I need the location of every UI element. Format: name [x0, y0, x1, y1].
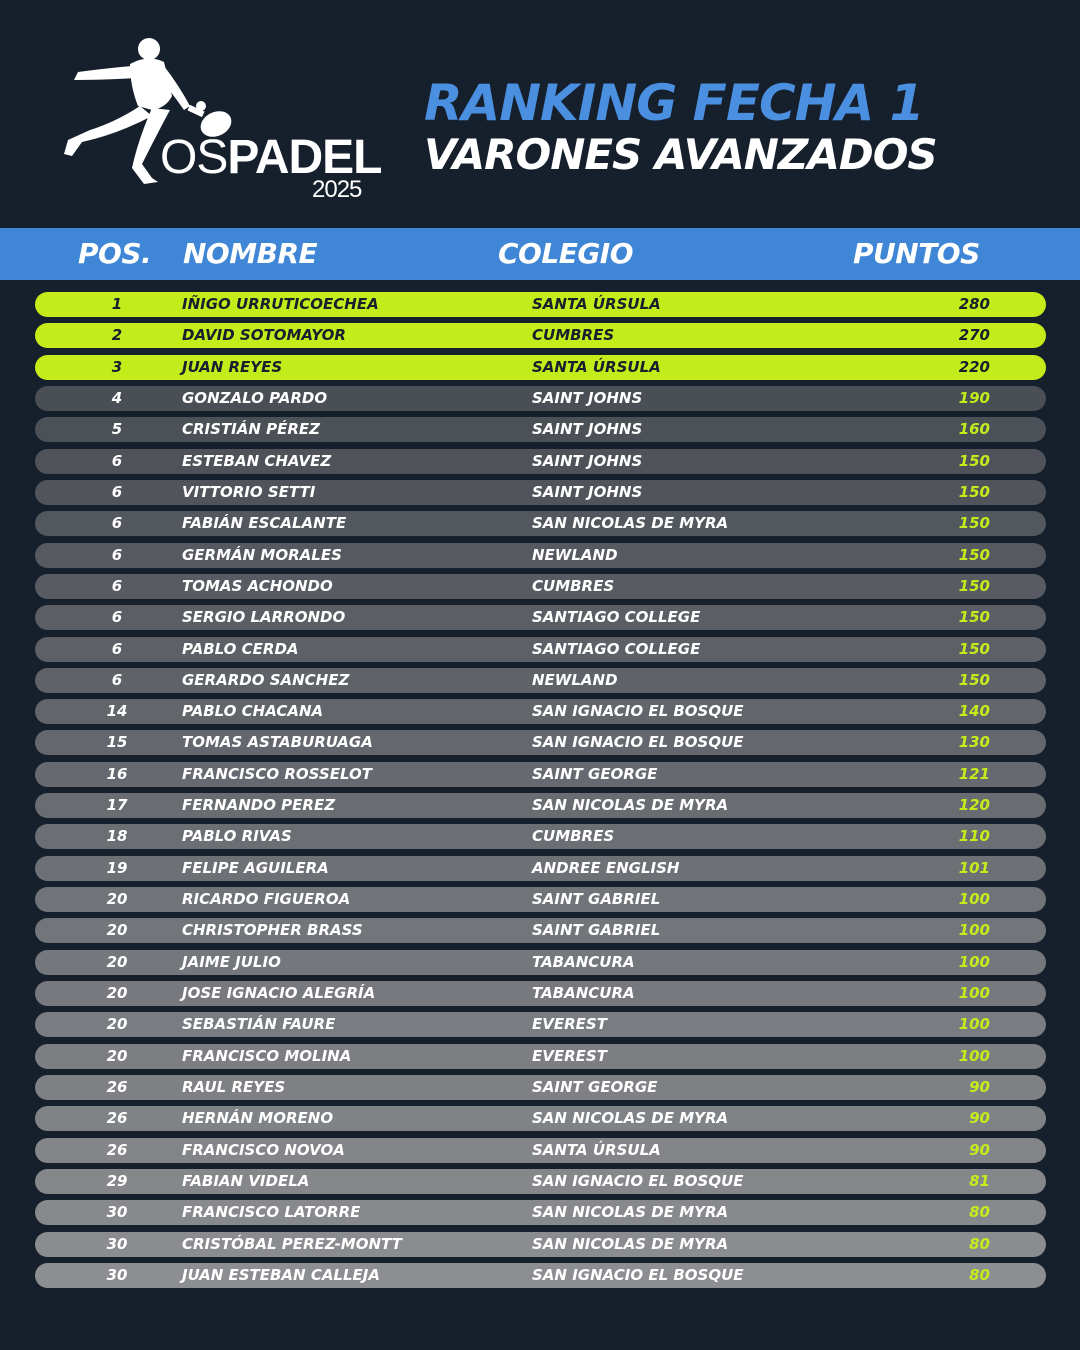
row-position: 16: [106, 765, 128, 783]
row-name: PABLO CHACANA: [182, 702, 324, 720]
table-row: [35, 292, 1046, 317]
table-row: [35, 1200, 1046, 1225]
table-header: [0, 228, 1080, 280]
row-school: SAN IGNACIO EL BOSQUE: [532, 733, 744, 751]
row-school: SANTIAGO COLLEGE: [532, 640, 701, 658]
row-points: 150: [958, 483, 990, 501]
table-row: [35, 824, 1046, 849]
row-school: SANTA ÚRSULA: [532, 1141, 661, 1159]
table-row: [35, 1044, 1046, 1069]
row-school: NEWLAND: [532, 546, 618, 564]
title-line-1: RANKING FECHA 1: [424, 74, 924, 132]
row-position: 5: [111, 420, 123, 438]
row-points: 150: [958, 577, 990, 595]
table-row: [35, 887, 1046, 912]
row-position: 17: [106, 796, 128, 814]
row-points: 140: [958, 702, 990, 720]
row-name: SERGIO LARRONDO: [182, 608, 346, 626]
row-points: 190: [958, 389, 990, 407]
table-row: [35, 1106, 1046, 1131]
row-position: 26: [106, 1109, 128, 1127]
row-school: SAN NICOLAS DE MYRA: [532, 1203, 729, 1221]
row-position: 6: [111, 546, 123, 564]
row-school: CUMBRES: [532, 326, 615, 344]
row-points: 90: [969, 1109, 990, 1127]
row-position: 6: [111, 577, 123, 595]
row-school: SAINT GABRIEL: [532, 921, 661, 939]
row-name: FRANCISCO NOVOA: [182, 1141, 345, 1159]
table-row: [35, 668, 1046, 693]
row-position: 20: [106, 1015, 128, 1033]
row-name: GERARDO SANCHEZ: [182, 671, 350, 689]
row-position: 4: [111, 389, 123, 407]
row-name: JAIME JULIO: [182, 953, 281, 971]
row-position: 29: [106, 1172, 128, 1190]
row-points: 160: [958, 420, 990, 438]
row-points: 110: [958, 827, 990, 845]
table-row: [35, 511, 1046, 536]
row-position: 6: [111, 483, 123, 501]
row-school: SAN NICOLAS DE MYRA: [532, 1235, 729, 1253]
row-points: 150: [958, 546, 990, 564]
table-row: [35, 981, 1046, 1006]
row-position: 19: [106, 859, 128, 877]
row-points: 100: [958, 890, 990, 908]
table-row: [35, 543, 1046, 568]
header-colegio: COLEGIO: [498, 237, 634, 270]
header-nombre: NOMBRE: [183, 237, 318, 270]
row-position: 20: [106, 984, 128, 1002]
row-position: 6: [111, 514, 123, 532]
table-row: [35, 918, 1046, 943]
row-school: SAINT JOHNS: [532, 452, 643, 470]
row-school: EVEREST: [532, 1047, 607, 1065]
row-points: 100: [958, 1047, 990, 1065]
table-row: [35, 1075, 1046, 1100]
row-position: 20: [106, 1047, 128, 1065]
row-name: RICARDO FIGUEROA: [182, 890, 351, 908]
row-name: FELIPE AGUILERA: [182, 859, 329, 877]
row-name: DAVID SOTOMAYOR: [182, 326, 346, 344]
table-row: [35, 480, 1046, 505]
table-row: [35, 637, 1046, 662]
row-position: 30: [106, 1266, 128, 1284]
logo-year: 2025: [312, 176, 362, 203]
row-name: FABIAN VIDELA: [182, 1172, 310, 1190]
row-position: 6: [111, 640, 123, 658]
row-points: 120: [958, 796, 990, 814]
row-school: EVEREST: [532, 1015, 607, 1033]
row-school: SAN NICOLAS DE MYRA: [532, 514, 729, 532]
row-points: 90: [969, 1141, 990, 1159]
row-school: SAINT JOHNS: [532, 389, 643, 407]
table-row: [35, 449, 1046, 474]
row-school: SAN NICOLAS DE MYRA: [532, 1109, 729, 1127]
row-school: SAN IGNACIO EL BOSQUE: [532, 1172, 744, 1190]
row-position: 30: [106, 1235, 128, 1253]
table-row: [35, 386, 1046, 411]
row-name: HERNÁN MORENO: [182, 1109, 334, 1127]
row-position: 30: [106, 1203, 128, 1221]
table-row: [35, 355, 1046, 380]
row-name: FABIÁN ESCALANTE: [182, 514, 347, 532]
row-name: CRISTÓBAL PEREZ-MONTT: [182, 1235, 402, 1253]
row-points: 90: [969, 1078, 990, 1096]
row-points: 80: [969, 1266, 990, 1284]
row-position: 2: [111, 326, 123, 344]
row-points: 270: [958, 326, 990, 344]
header-puntos: PUNTOS: [853, 237, 980, 270]
row-name: JUAN REYES: [182, 358, 283, 376]
row-name: PABLO RIVAS: [182, 827, 292, 845]
row-position: 1: [111, 295, 123, 313]
row-points: 130: [958, 733, 990, 751]
row-name: FERNANDO PEREZ: [182, 796, 336, 814]
row-school: TABANCURA: [532, 984, 635, 1002]
row-school: SAN IGNACIO EL BOSQUE: [532, 702, 744, 720]
table-row: [35, 417, 1046, 442]
row-school: SAINT GABRIEL: [532, 890, 661, 908]
row-name: SEBASTIÁN FAURE: [182, 1015, 336, 1033]
table-row: [35, 1263, 1046, 1288]
table-row: [35, 323, 1046, 348]
row-position: 6: [111, 608, 123, 626]
row-points: 150: [958, 671, 990, 689]
row-points: 101: [958, 859, 990, 877]
row-position: 15: [106, 733, 128, 751]
row-name: TOMAS ASTABURUAGA: [182, 733, 373, 751]
row-position: 18: [106, 827, 128, 845]
row-name: ESTEBAN CHAVEZ: [182, 452, 332, 470]
logo-wordmark: [160, 131, 382, 184]
row-points: 100: [958, 953, 990, 971]
row-name: FRANCISCO MOLINA: [182, 1047, 352, 1065]
table-row: [35, 1138, 1046, 1163]
table-row: [35, 699, 1046, 724]
row-points: 80: [969, 1203, 990, 1221]
row-points: 100: [958, 921, 990, 939]
row-school: NEWLAND: [532, 671, 618, 689]
row-points: 150: [958, 608, 990, 626]
row-name: VITTORIO SETTI: [182, 483, 316, 501]
table-row: [35, 605, 1046, 630]
row-school: SANTA ÚRSULA: [532, 295, 661, 313]
row-school: SAINT GEORGE: [532, 765, 658, 783]
row-school: ANDREE ENGLISH: [532, 859, 680, 877]
row-position: 6: [111, 671, 123, 689]
row-points: 280: [958, 295, 990, 313]
row-points: 150: [958, 514, 990, 532]
logo-padel-text: PADEL: [227, 131, 382, 184]
row-name: JOSE IGNACIO ALEGRÍA: [182, 984, 376, 1002]
row-school: SAN IGNACIO EL BOSQUE: [532, 1266, 744, 1284]
row-name: RAUL REYES: [182, 1078, 286, 1096]
row-name: FRANCISCO LATORRE: [182, 1203, 361, 1221]
row-points: 100: [958, 984, 990, 1002]
row-name: JUAN ESTEBAN CALLEJA: [182, 1266, 380, 1284]
row-position: 26: [106, 1078, 128, 1096]
table-row: [35, 574, 1046, 599]
row-points: 80: [969, 1235, 990, 1253]
row-name: CHRISTOPHER BRASS: [182, 921, 363, 939]
row-points: 121: [958, 765, 990, 783]
row-name: TOMAS ACHONDO: [182, 577, 333, 595]
row-points: 150: [958, 452, 990, 470]
table-row: [35, 950, 1046, 975]
title-line-2: VARONES AVANZADOS: [424, 130, 937, 179]
row-name: PABLO CERDA: [182, 640, 299, 658]
row-points: 81: [969, 1172, 990, 1190]
page-title: [424, 74, 937, 179]
row-school: SANTIAGO COLLEGE: [532, 608, 701, 626]
table-row: [35, 793, 1046, 818]
row-position: 20: [106, 953, 128, 971]
row-school: SAINT GEORGE: [532, 1078, 658, 1096]
row-points: 150: [958, 640, 990, 658]
row-school: SANTA ÚRSULA: [532, 358, 661, 376]
row-school: CUMBRES: [532, 577, 615, 595]
row-school: SAINT JOHNS: [532, 483, 643, 501]
row-position: 6: [111, 452, 123, 470]
row-position: 20: [106, 921, 128, 939]
row-position: 26: [106, 1141, 128, 1159]
header-pos: POS.: [78, 237, 152, 270]
row-name: GONZALO PARDO: [182, 389, 328, 407]
table-row: [35, 856, 1046, 881]
row-name: IÑIGO URRUTICOECHEA: [182, 295, 379, 313]
logo-os-text: OS: [160, 131, 228, 184]
row-school: TABANCURA: [532, 953, 635, 971]
row-points: 100: [958, 1015, 990, 1033]
table-row: [35, 762, 1046, 787]
row-school: SAN NICOLAS DE MYRA: [532, 796, 729, 814]
ospadel-logo: [60, 36, 380, 206]
row-position: 20: [106, 890, 128, 908]
row-name: GERMÁN MORALES: [182, 546, 342, 564]
table-row: [35, 1232, 1046, 1257]
row-points: 220: [958, 358, 990, 376]
row-school: SAINT JOHNS: [532, 420, 643, 438]
row-position: 3: [111, 358, 123, 376]
row-name: CRISTIÁN PÉREZ: [182, 420, 321, 438]
table-row: [35, 1169, 1046, 1194]
table-row: [35, 1012, 1046, 1037]
row-position: 14: [106, 702, 128, 720]
table-row: [35, 730, 1046, 755]
row-school: CUMBRES: [532, 827, 615, 845]
row-name: FRANCISCO ROSSELOT: [182, 765, 372, 783]
